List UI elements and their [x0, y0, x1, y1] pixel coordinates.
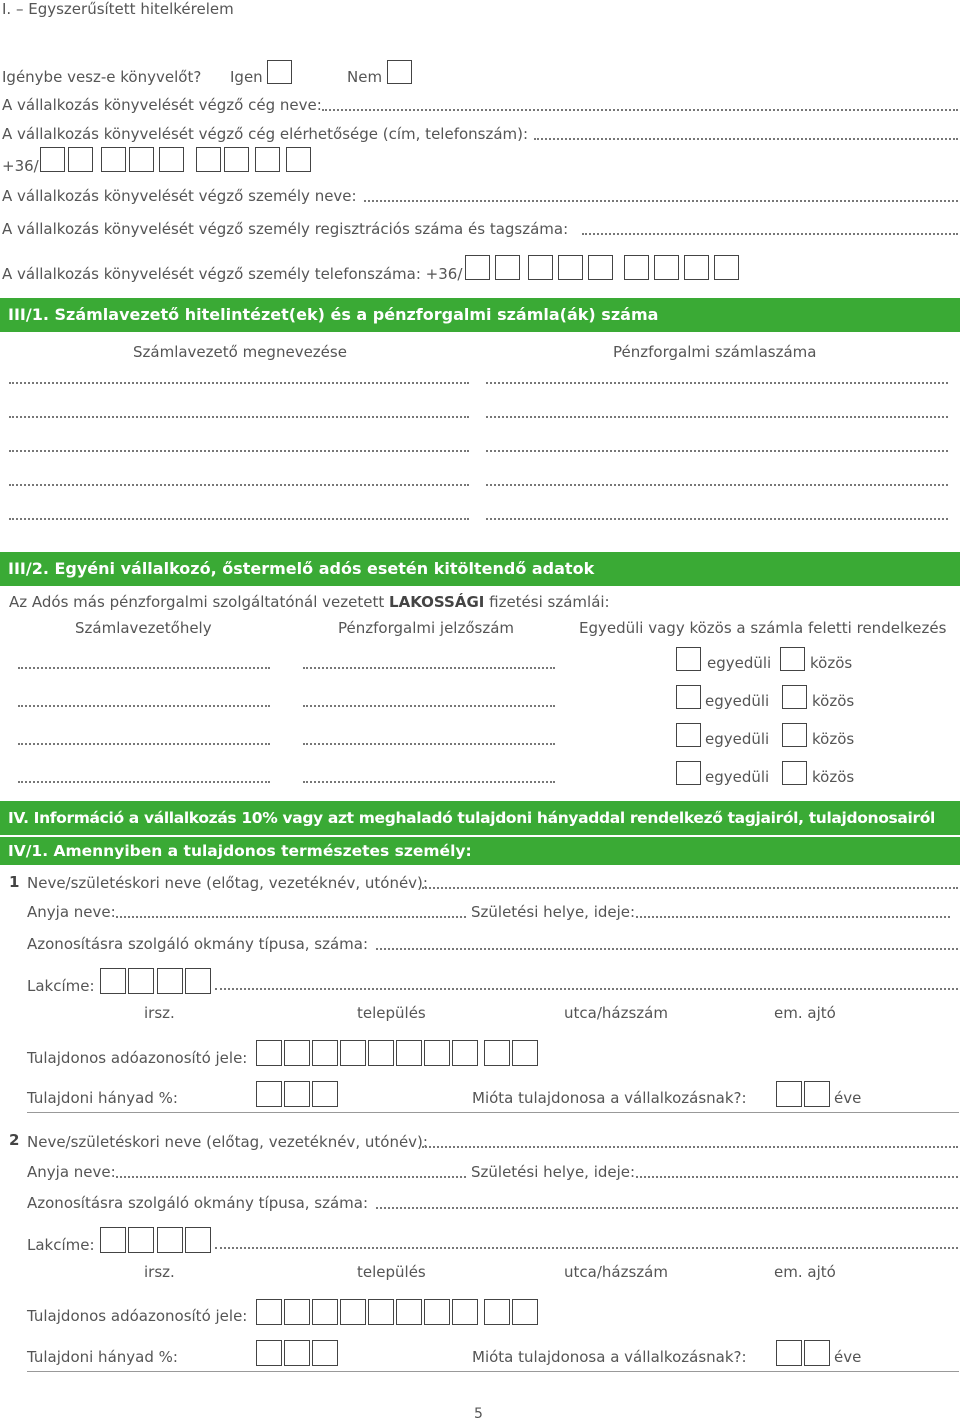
col-disposal-type: Egyedüli vagy közös a számla feletti rendelkezés: [579, 619, 947, 637]
person-name-field[interactable]: [364, 199, 958, 202]
tax-digit-box[interactable]: [340, 1040, 366, 1066]
tax-digit-box[interactable]: [512, 1040, 538, 1066]
birth-field[interactable]: [636, 1175, 958, 1178]
person-reg-field[interactable]: [582, 232, 958, 235]
digit-box[interactable]: [286, 147, 311, 172]
col-payment-code: Pénzforgalmi jelzőszám: [338, 619, 515, 637]
tax-digit-box[interactable]: [340, 1299, 366, 1325]
intro-text-bold: LAKOSSÁGI: [389, 593, 485, 611]
payment-code-field[interactable]: [303, 704, 555, 707]
address-field[interactable]: [215, 987, 958, 990]
account-holder-field[interactable]: [9, 483, 469, 486]
joint-label: közös: [812, 730, 855, 748]
col-account-number: Pénzforgalmi számlaszáma: [613, 343, 817, 361]
id-doc-field[interactable]: [376, 947, 958, 950]
single-label: egyedüli: [705, 692, 770, 710]
tax-digit-box[interactable]: [256, 1040, 282, 1066]
single-checkbox[interactable]: [676, 647, 701, 671]
payment-code-field[interactable]: [303, 666, 555, 669]
owner-name-field[interactable]: [422, 1145, 958, 1148]
address-field[interactable]: [215, 1246, 958, 1249]
birth-label: Születési helye, ideje:: [471, 1163, 636, 1181]
tax-digit-box[interactable]: [368, 1299, 394, 1325]
page-title: I. – Egyszerűsített hitelkérelem: [2, 0, 234, 18]
person-reg-label: A vállalkozás könyvelését végző személy regisztrációs száma és tagszáma:: [2, 220, 569, 238]
col-account-place: Számlavezetőhely: [75, 619, 212, 637]
joint-checkbox[interactable]: [782, 761, 807, 785]
digit-box[interactable]: [558, 255, 583, 280]
tax-digit-box[interactable]: [484, 1040, 510, 1066]
tax-digit-box[interactable]: [424, 1040, 450, 1066]
owner-divider: [27, 1371, 959, 1372]
years-label: éve: [834, 1089, 862, 1107]
digit-box[interactable]: [255, 147, 280, 172]
account-place-field[interactable]: [18, 704, 270, 707]
owner-name-label: Neve/születéskori neve (előtag, vezetéknév, utónév):: [27, 1133, 428, 1151]
address-label: Lakcíme:: [27, 977, 95, 995]
street-caption: utca/házszám: [564, 1004, 668, 1022]
single-checkbox[interactable]: [676, 723, 701, 747]
account-place-field[interactable]: [18, 666, 270, 669]
since-digit-box[interactable]: [776, 1340, 802, 1366]
share-digit-box[interactable]: [284, 1340, 310, 1366]
page-number: 5: [474, 1406, 483, 1422]
tax-digit-box[interactable]: [256, 1299, 282, 1325]
single-label: egyedüli: [705, 768, 770, 786]
street-caption: utca/házszám: [564, 1263, 668, 1281]
birth-label: Születési helye, ideje:: [471, 903, 636, 921]
section-iv-header: IV. Információ a vállalkozás 10% vagy azt meghaladó tulajdoni hányaddal rendelkező tagjairól, tulajdonosairól: [0, 801, 960, 835]
tax-digit-box[interactable]: [396, 1040, 422, 1066]
zip-digit-box[interactable]: [185, 968, 211, 994]
share-digit-box[interactable]: [312, 1081, 338, 1107]
account-place-field[interactable]: [18, 780, 270, 783]
single-checkbox[interactable]: [676, 685, 701, 709]
digit-box[interactable]: [68, 147, 93, 172]
account-holder-field[interactable]: [9, 415, 469, 418]
share-digit-box[interactable]: [312, 1340, 338, 1366]
account-holder-field[interactable]: [9, 381, 469, 384]
no-label: Nem: [347, 68, 383, 86]
company-contact-label: A vállalkozás könyvelését végző cég elérhetősége (cím, telefonszám):: [2, 125, 529, 143]
owner-number: 2: [9, 1131, 20, 1149]
digit-box[interactable]: [196, 147, 221, 172]
share-digit-box[interactable]: [284, 1081, 310, 1107]
birth-field[interactable]: [636, 915, 950, 918]
digit-box[interactable]: [224, 147, 249, 172]
floor-caption: em. ajtó: [774, 1263, 836, 1281]
account-number-field[interactable]: [486, 449, 948, 452]
tax-digit-box[interactable]: [512, 1299, 538, 1325]
company-name-label: A vállalkozás könyvelését végző cég neve:: [2, 96, 322, 114]
tax-digit-box[interactable]: [284, 1040, 310, 1066]
company-contact-field[interactable]: [534, 137, 958, 140]
accountant-question: Igénybe vesz-e könyvelőt?: [2, 68, 202, 86]
digit-box[interactable]: [528, 255, 553, 280]
since-label: Mióta tulajdonosa a vállalkozásnak?:: [472, 1348, 747, 1366]
digit-box[interactable]: [588, 255, 613, 280]
zip-caption: irsz.: [144, 1263, 175, 1281]
joint-label: közös: [812, 692, 855, 710]
id-doc-label: Azonosításra szolgáló okmány típusa, száma:: [27, 935, 369, 953]
section-iii2-header: III/2. Egyéni vállalkozó, őstermelő adós esetén kitöltendő adatok: [0, 552, 960, 586]
share-digit-box[interactable]: [256, 1081, 282, 1107]
address-label: Lakcíme:: [27, 1236, 95, 1254]
mother-name-label: Anyja neve:: [27, 1163, 116, 1181]
section-iii1-header: III/1. Számlavezető hitelintézet(ek) és a pénzforgalmi számla(ák) száma: [0, 298, 960, 332]
joint-label: közös: [812, 768, 855, 786]
phone-prefix: +36/: [2, 157, 39, 175]
zip-digit-box[interactable]: [185, 1227, 211, 1253]
owner-divider: [27, 1112, 959, 1113]
no-checkbox[interactable]: [387, 60, 412, 84]
share-label: Tulajdoni hányad %:: [27, 1089, 178, 1107]
single-checkbox[interactable]: [676, 761, 701, 785]
years-label: éve: [834, 1348, 862, 1366]
tax-digit-box[interactable]: [368, 1040, 394, 1066]
digit-box[interactable]: [40, 147, 65, 172]
single-label: egyedüli: [707, 654, 772, 672]
mother-name-field[interactable]: [116, 1175, 466, 1178]
yes-checkbox[interactable]: [267, 60, 292, 84]
city-caption: település: [357, 1263, 426, 1281]
owner-number: 1: [9, 873, 20, 891]
since-digit-box[interactable]: [776, 1081, 802, 1107]
mother-name-label: Anyja neve:: [27, 903, 116, 921]
zip-digit-box[interactable]: [100, 968, 126, 994]
intro-text-post: fizetési számlái:: [489, 593, 610, 611]
account-holder-field[interactable]: [9, 517, 469, 520]
id-doc-label: Azonosításra szolgáló okmány típusa, száma:: [27, 1194, 369, 1212]
owner-name-field[interactable]: [422, 886, 958, 889]
tax-id-label: Tulajdonos adóazonosító jele:: [27, 1049, 248, 1067]
payment-code-field[interactable]: [303, 780, 555, 783]
tax-digit-box[interactable]: [452, 1040, 478, 1066]
digit-box[interactable]: [714, 255, 739, 280]
payment-code-field[interactable]: [303, 742, 555, 745]
zip-digit-box[interactable]: [128, 1227, 154, 1253]
since-digit-box[interactable]: [804, 1340, 830, 1366]
since-label: Mióta tulajdonosa a vállalkozásnak?:: [472, 1089, 747, 1107]
share-digit-box[interactable]: [256, 1340, 282, 1366]
city-caption: település: [357, 1004, 426, 1022]
intro-text-pre: Az Adós más pénzforgalmi szolgáltatónál vezetett: [9, 593, 385, 611]
digit-box[interactable]: [624, 255, 649, 280]
tax-digit-box[interactable]: [424, 1299, 450, 1325]
zip-digit-box[interactable]: [157, 968, 183, 994]
digit-box[interactable]: [129, 147, 154, 172]
account-number-field[interactable]: [486, 483, 948, 486]
digit-box[interactable]: [654, 255, 679, 280]
account-holder-field[interactable]: [9, 449, 469, 452]
account-number-field[interactable]: [486, 517, 948, 520]
joint-checkbox[interactable]: [780, 647, 805, 671]
retail-accounts-intro: [9, 593, 610, 611]
single-label: egyedüli: [705, 730, 770, 748]
tax-digit-box[interactable]: [396, 1299, 422, 1325]
zip-caption: irsz.: [144, 1004, 175, 1022]
owner-name-label: Neve/születéskori neve (előtag, vezetéknév, utónév):: [27, 874, 428, 892]
person-phone-label: A vállalkozás könyvelését végző személy telefonszáma: +36/: [2, 265, 463, 283]
floor-caption: em. ajtó: [774, 1004, 836, 1022]
id-doc-field[interactable]: [376, 1206, 958, 1209]
tax-digit-box[interactable]: [284, 1299, 310, 1325]
section-iv1-header: IV/1. Amennyiben a tulajdonos természetes személy:: [0, 837, 960, 865]
account-number-field[interactable]: [486, 415, 948, 418]
digit-box[interactable]: [465, 255, 490, 280]
digit-box[interactable]: [684, 255, 709, 280]
joint-label: közös: [810, 654, 853, 672]
since-digit-box[interactable]: [804, 1081, 830, 1107]
digit-box[interactable]: [495, 255, 520, 280]
digit-box[interactable]: [159, 147, 184, 172]
account-place-field[interactable]: [18, 742, 270, 745]
zip-digit-box[interactable]: [128, 968, 154, 994]
tax-digit-box[interactable]: [484, 1299, 510, 1325]
mother-name-field[interactable]: [116, 915, 466, 918]
company-name-field[interactable]: [322, 108, 958, 111]
tax-digit-box[interactable]: [312, 1040, 338, 1066]
zip-digit-box[interactable]: [157, 1227, 183, 1253]
digit-box[interactable]: [101, 147, 126, 172]
tax-digit-box[interactable]: [312, 1299, 338, 1325]
tax-digit-box[interactable]: [452, 1299, 478, 1325]
joint-checkbox[interactable]: [782, 685, 807, 709]
account-number-field[interactable]: [486, 381, 948, 384]
share-label: Tulajdoni hányad %:: [27, 1348, 178, 1366]
zip-digit-box[interactable]: [100, 1227, 126, 1253]
tax-id-label: Tulajdonos adóazonosító jele:: [27, 1307, 248, 1325]
yes-label: Igen: [230, 68, 263, 86]
person-name-label: A vállalkozás könyvelését végző személy neve:: [2, 187, 357, 205]
joint-checkbox[interactable]: [782, 723, 807, 747]
col-account-holder-name: Számlavezető megnevezése: [133, 343, 347, 361]
